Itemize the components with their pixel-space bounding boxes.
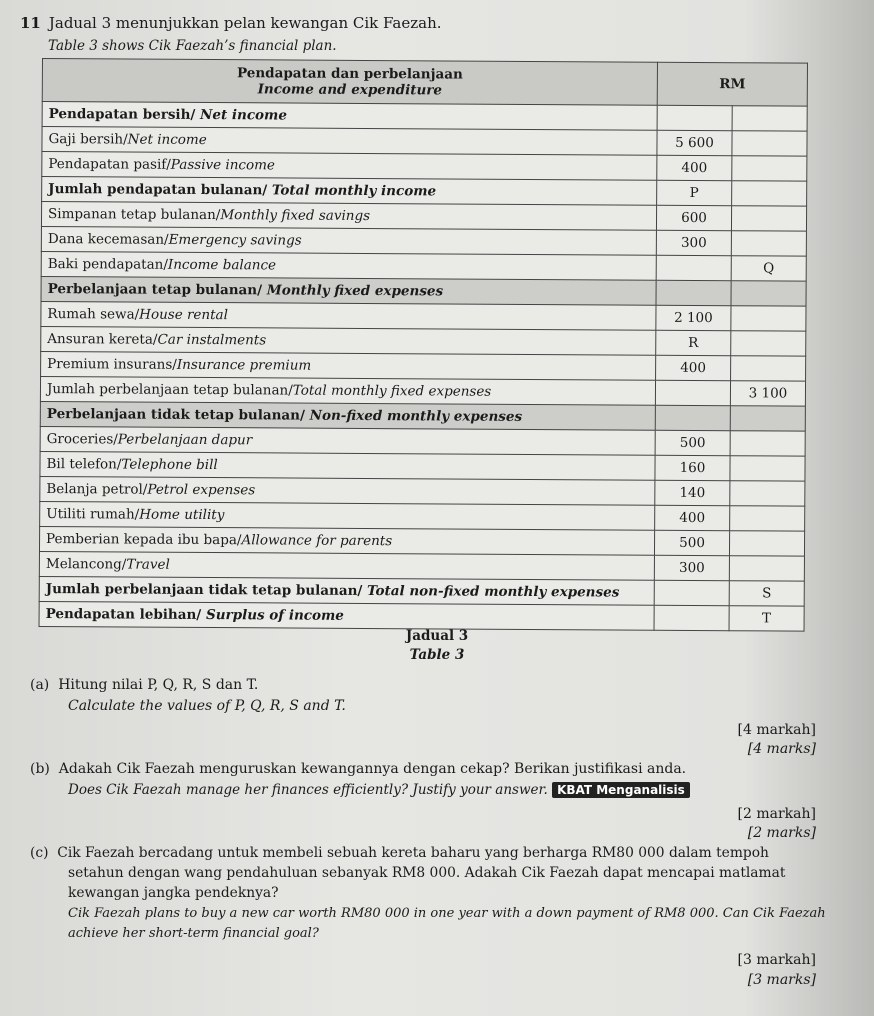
label-en: Income balance [167, 256, 277, 274]
row-label [40, 501, 655, 530]
value-a [657, 105, 732, 130]
row-label [41, 351, 656, 380]
label-en: Perbelanjaan dapur [117, 431, 253, 449]
row-label [39, 601, 654, 630]
label-en: Non-fixed monthly expenses [304, 407, 523, 425]
label-ms: Utiliti rumah/ [46, 506, 140, 523]
label-ms: Groceries/ [46, 431, 118, 448]
financial-plan-table [39, 58, 808, 632]
kbat-badge: KBAT Menganalisis [552, 782, 690, 798]
value-b [731, 206, 806, 231]
value-a: 400 [655, 505, 730, 530]
row-label [41, 226, 656, 255]
row-label [41, 326, 656, 355]
value-a: 160 [655, 455, 730, 480]
row-label [41, 202, 656, 231]
label-en: Emergency savings [168, 231, 302, 249]
row-label [41, 276, 656, 305]
row-label [39, 551, 654, 580]
question-number: 11 [20, 14, 41, 32]
part-a-marks-en: [4 marks] [747, 741, 816, 757]
part-b-marks-ms: [2 markah] [737, 806, 816, 822]
table-caption-ms: Jadual 3 [405, 628, 469, 644]
value-b [730, 506, 805, 531]
value-a [654, 580, 729, 605]
label-en: Net income [127, 131, 207, 149]
value-b [732, 106, 807, 131]
value-a: 500 [655, 430, 730, 455]
row-label [42, 152, 657, 181]
value-b [731, 306, 806, 331]
label-ms: Premium insurans/ [47, 356, 177, 373]
value-b: Q [731, 256, 806, 281]
label-ms: Pemberian kepada ibu bapa/ [46, 531, 242, 549]
label-en: Insurance premium [176, 356, 312, 374]
label-en: Surplus of income [201, 606, 344, 624]
label-ms: Rumah sewa/ [47, 306, 140, 323]
label-ms: Pendapatan pasif/ [48, 156, 171, 173]
intro-english: Table 3 shows Cik Faezah’s financial plan. [48, 38, 337, 54]
value-a: 600 [656, 205, 731, 230]
row-label [42, 102, 657, 131]
part-c-en2: achieve her short-term financial goal? [68, 926, 319, 941]
label-ms: Bil telefon/ [46, 456, 122, 473]
label-en: Car instalments [157, 331, 267, 349]
value-a [656, 280, 731, 305]
row-label [40, 451, 655, 480]
value-a: 2 100 [656, 305, 731, 330]
label-en: Total monthly fixed expenses [292, 382, 492, 400]
value-b [729, 531, 804, 556]
row-label [42, 177, 657, 206]
value-b [731, 331, 806, 356]
row-label [40, 476, 655, 505]
value-b [731, 231, 806, 256]
value-b [730, 456, 805, 481]
part-c-marks-ms: [3 markah] [737, 952, 816, 968]
row-label [39, 576, 654, 605]
value-b: S [729, 581, 804, 606]
label-en: House rental [139, 306, 228, 324]
label-en: Total non-fixed monthly expenses [362, 582, 620, 601]
value-a: 400 [657, 155, 732, 180]
part-c-ms3: kewangan jangka pendeknya? [68, 885, 279, 901]
value-a [655, 380, 730, 405]
label-ms: Simpanan tetap bulanan/ [47, 206, 221, 224]
value-a: P [657, 180, 732, 205]
label-en: Telephone bill [121, 456, 218, 474]
value-a: 400 [656, 355, 731, 380]
value-a: 300 [654, 555, 729, 580]
value-b [729, 556, 804, 581]
label-en: Petrol expenses [147, 481, 256, 499]
row-label [41, 301, 656, 330]
label-ms: Jumlah perbelanjaan tetap bulanan/ [46, 381, 293, 399]
row-label [40, 401, 655, 430]
part-b-en: Does Cik Faezah manage her finances efficiently? Justify your answer. KBAT Menganalisis [68, 782, 690, 798]
value-a: 300 [656, 230, 731, 255]
table-header [42, 59, 807, 107]
label-en: Monthly fixed expenses [262, 282, 444, 300]
part-c: (c) Cik Faezah bercadang untuk membeli sebuah kereta baharu yang berharga RM80 000 dalam tempoh [30, 845, 769, 861]
label-ms: Pendapatan bersih/ [48, 106, 196, 123]
value-a: R [656, 330, 731, 355]
table-row [39, 601, 804, 631]
part-c-marks-en: [3 marks] [747, 972, 816, 988]
label-en: Passive income [170, 156, 275, 174]
value-a [656, 255, 731, 280]
label-en: Monthly fixed savings [220, 207, 371, 225]
header-ms: Pendapatan dan perbelanjaan [236, 65, 463, 83]
value-a: 5 600 [657, 130, 732, 155]
label-en: Home utility [139, 506, 225, 524]
question-intro [20, 14, 442, 32]
part-b: (b) Adakah Cik Faezah menguruskan kewangannya dengan cekap? Berikan justifikasi anda. [30, 761, 687, 777]
part-c-en1: Cik Faezah plans to buy a new car worth RM80 000 in one year with a down payment of RM8 000. Can Cik Faezah [68, 906, 826, 921]
label-en: Total monthly income [267, 182, 437, 200]
label-en: Net income [195, 106, 287, 124]
label-ms: Dana kecemasan/ [47, 231, 169, 248]
label-ms: Baki pendapatan/ [47, 256, 168, 273]
value-b [731, 356, 806, 381]
intro-malay: Jadual 3 menunjukkan pelan kewangan Cik Faezah. [48, 14, 442, 32]
row-label [41, 251, 656, 280]
label-ms: Jumlah perbelanjaan tidak tetap bulanan/ [45, 581, 363, 599]
header-rm: RM [657, 62, 807, 106]
value-b [731, 281, 806, 306]
value-a: 140 [655, 480, 730, 505]
label-ms: Belanja petrol/ [46, 481, 148, 498]
value-b [730, 406, 805, 431]
value-b [730, 481, 805, 506]
label-ms: Gaji bersih/ [48, 131, 128, 148]
label-en: Allowance for parents [241, 532, 393, 550]
header-income-expenditure [42, 59, 657, 106]
part-b-marks-en: [2 marks] [747, 825, 816, 841]
part-c-ms2: setahun dengan wang pendahuluan sebanyak RM8 000. Adakah Cik Faezah dapat mencapai matlamat [68, 865, 786, 881]
label-ms: Jumlah pendapatan bulanan/ [48, 181, 268, 199]
table-caption-en: Table 3 [409, 647, 465, 663]
value-a [654, 605, 729, 630]
value-b [732, 156, 807, 181]
value-a: 500 [654, 530, 729, 555]
value-b: T [729, 606, 804, 631]
label-ms: Pendapatan lebihan/ [45, 606, 202, 623]
row-label [42, 127, 657, 156]
value-a [655, 405, 730, 430]
header-en: Income and expenditure [257, 81, 443, 99]
part-a-marks-ms: [4 markah] [737, 722, 816, 738]
row-label [40, 376, 655, 405]
label-ms: Perbelanjaan tetap bulanan/ [47, 281, 263, 299]
row-label [40, 426, 655, 455]
label-ms: Melancong/ [45, 556, 127, 573]
part-a: (a) Hitung nilai P, Q, R, S dan T. [30, 677, 259, 693]
label-en: Travel [126, 556, 170, 573]
row-label [39, 526, 654, 555]
value-b: 3 100 [730, 381, 805, 406]
value-b [730, 431, 805, 456]
label-ms: Perbelanjaan tidak tetap bulanan/ [46, 406, 305, 424]
value-b [732, 181, 807, 206]
label-ms: Ansuran kereta/ [47, 331, 158, 348]
value-b [732, 131, 807, 156]
part-a-en: Calculate the values of P, Q, R, S and T. [68, 698, 346, 714]
